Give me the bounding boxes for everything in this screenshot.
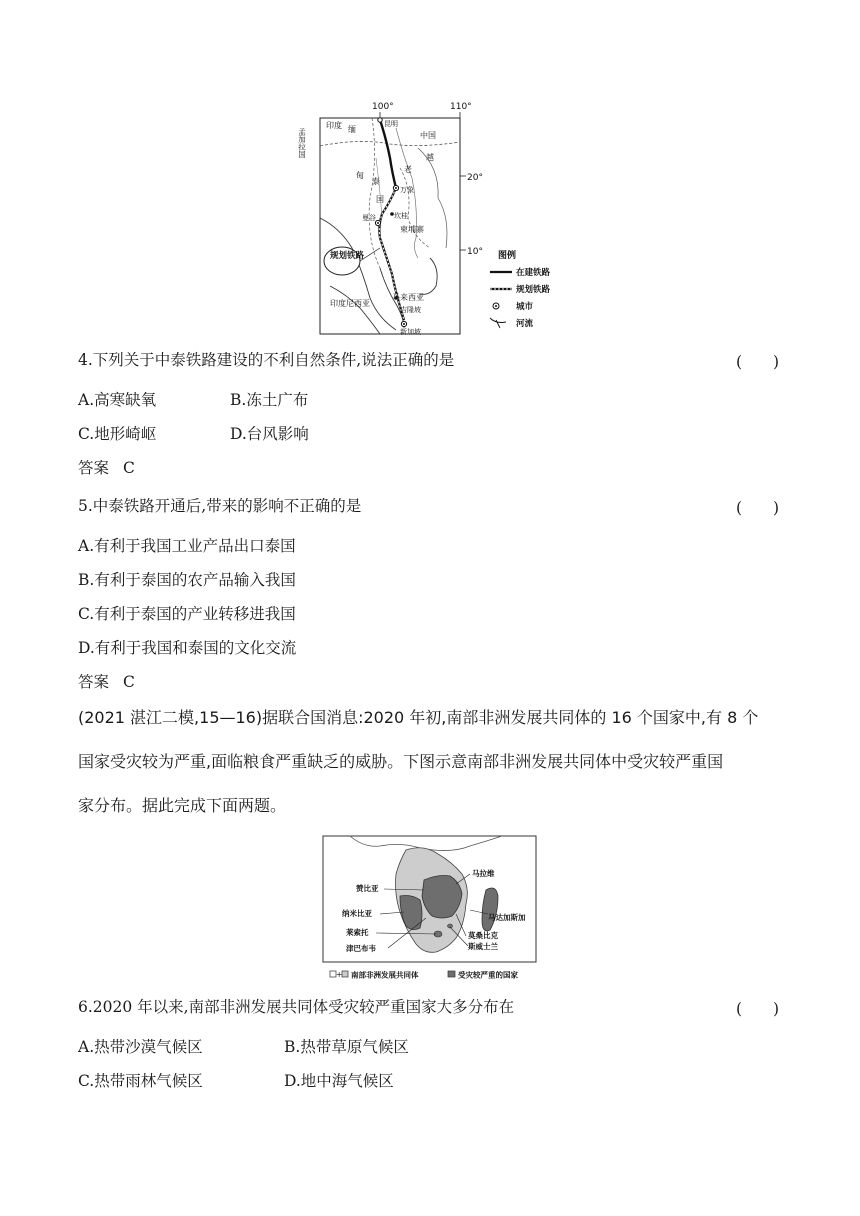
city-label: 坎桂 xyxy=(394,212,408,220)
q4-option-a: A.高寒缺氧 xyxy=(78,391,157,409)
city-label: 曼谷 xyxy=(362,214,376,222)
sadc-map-svg xyxy=(320,834,540,984)
q5-answer-bracket: ( ) xyxy=(736,499,780,517)
sadc-map xyxy=(320,834,540,984)
q6-option-b: B.热带草原气候区 xyxy=(284,1038,409,1056)
country-label-zambia: 赞比亚 xyxy=(356,884,379,893)
legend-title: 图例 xyxy=(498,251,517,261)
country-label-malawi: 马拉维 xyxy=(472,869,495,878)
q5-answer xyxy=(78,672,135,692)
country-label: 马来西亚 xyxy=(392,293,424,302)
country-label: 印度尼西亚 xyxy=(330,299,370,308)
lon-label-110: 110° xyxy=(450,102,472,112)
q4-option-c: C.地形崎岖 xyxy=(78,425,157,443)
country-label: 老 xyxy=(404,165,412,174)
q4-option-d: D.台风影响 xyxy=(230,425,309,443)
country-label: 印度 xyxy=(326,121,342,130)
city-label: 万象 xyxy=(400,186,414,194)
country-label: 缅 xyxy=(348,125,356,134)
q6-option-a: A.热带沙漠气候区 xyxy=(78,1038,203,1056)
context-line-2: 国家受灾较为严重,面临粮食严重缺乏的威胁。下图示意南部非洲发展共同体中受灾较严重国 xyxy=(78,752,724,771)
legend-affected: 受灾较严重的国家 xyxy=(458,970,518,980)
context-line-3: 家分布。据此完成下面两题。 xyxy=(78,796,287,815)
country-label-zimbabwe: 津巴布韦 xyxy=(346,944,376,953)
country-label-eswatini: 斯威士兰 xyxy=(468,942,498,951)
q5-option-a: A.有利于我国工业产品出口泰国 xyxy=(78,537,296,555)
q5-option-c: C.有利于泰国的产业转移进我国 xyxy=(78,605,296,623)
legend-item: 规划铁路 xyxy=(516,285,551,295)
legend-item: 河流 xyxy=(516,319,534,329)
legend-sadc: 南部非洲发展共同体 xyxy=(351,970,419,980)
city-label: 吉隆坡 xyxy=(400,306,421,314)
city-label: 新加坡 xyxy=(400,328,421,336)
country-label-namibia: 纳米比亚 xyxy=(342,909,372,918)
country-label: 中国 xyxy=(420,131,436,140)
legend-plus: + xyxy=(336,970,343,979)
q6-stem: 6.2020 年以来,南部非洲发展共同体受灾较严重国家大多分布在 xyxy=(78,998,515,1016)
country-label-mozambique: 莫桑比克 xyxy=(468,931,498,940)
q5-option-d: D.有利于我国和泰国的文化交流 xyxy=(78,639,297,657)
planned-railway-callout: 规划铁路 xyxy=(330,251,365,261)
q4-stem: 4.下列关于中泰铁路建设的不利自然条件,说法正确的是 xyxy=(78,351,455,369)
legend-item: 城市 xyxy=(516,302,534,312)
country-label-lesotho: 莱索托 xyxy=(346,928,369,937)
legend-item: 在建铁路 xyxy=(516,268,551,278)
q4-answer-bracket: ( ) xyxy=(736,353,780,371)
q6-option-c: C.热带雨林气候区 xyxy=(78,1072,203,1090)
country-label-madagascar: 马达加斯加 xyxy=(488,913,526,922)
country-label: 甸 xyxy=(356,171,364,180)
q4-answer xyxy=(78,458,135,478)
answer-label: 答案 xyxy=(78,673,110,691)
answer-label: 答案 xyxy=(78,459,110,477)
q4-option-b: B.冻土广布 xyxy=(230,391,309,409)
country-label: 泰 xyxy=(372,177,380,186)
city-label: 昆明 xyxy=(384,120,398,128)
country-label: 越 xyxy=(426,153,434,162)
q6-option-d: D.地中海气候区 xyxy=(284,1072,394,1090)
q5-stem: 5.中泰铁路开通后,带来的影响不正确的是 xyxy=(78,497,362,515)
q5-option-b: B.有利于泰国的农产品输入我国 xyxy=(78,571,296,589)
country-label: 孟加拉国 xyxy=(297,128,307,158)
lat-label-20: 20° xyxy=(467,173,483,183)
railway-map xyxy=(297,98,562,338)
answer-value: C xyxy=(123,459,135,477)
country-label: 国 xyxy=(376,195,384,204)
lat-label-10: 10° xyxy=(467,247,483,257)
answer-value: C xyxy=(123,673,135,691)
country-label: 柬埔寨 xyxy=(400,225,424,234)
context-line-1: (2021 湛江二模,15—16)据联合国消息:2020 年初,南部非洲发展共同体的 16 个国家中,有 8 个 xyxy=(78,708,759,727)
q6-answer-bracket: ( ) xyxy=(736,1000,780,1018)
railway-map-svg xyxy=(297,98,562,338)
lon-label-100: 100° xyxy=(372,102,394,112)
